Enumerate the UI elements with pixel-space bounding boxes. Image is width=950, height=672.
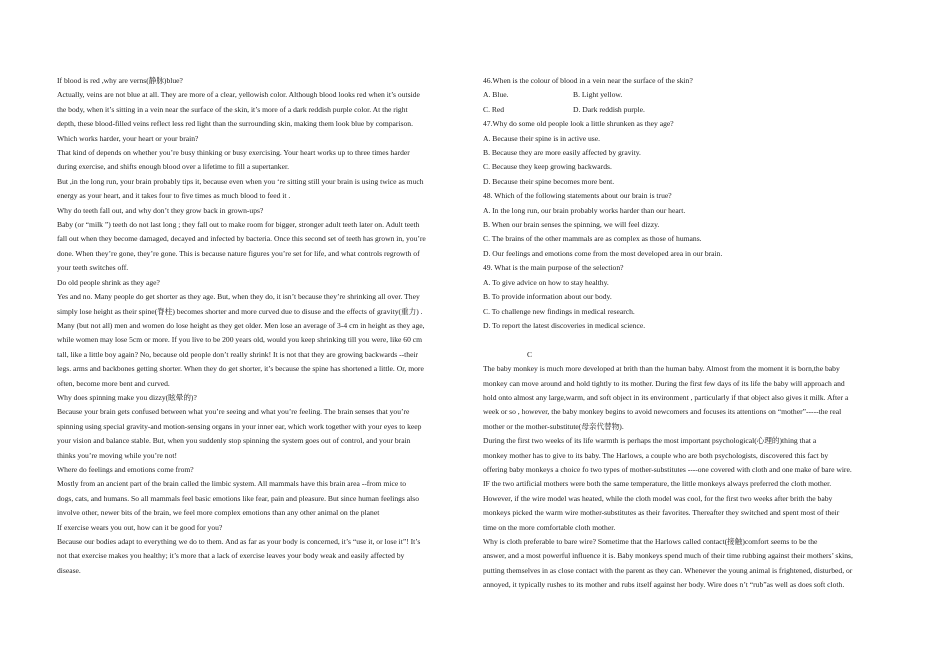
option-c: C. Red xyxy=(483,104,505,114)
text-line: disease. xyxy=(57,565,81,575)
text-line: annoyed, it typically rushes to its mother and rubs itself against her body. Wire does n’t “rub”as well as does soft cloth. xyxy=(483,580,845,590)
text-line: fall out when they become damaged, decayed and infected by bacteria. Once this second set of teeth has grown in, you’re xyxy=(57,234,426,244)
option-b: B. Light yellow. xyxy=(573,90,623,100)
passage-c xyxy=(483,362,892,593)
question-49: 49. What is the main purpose of the selection? xyxy=(483,263,624,273)
text-line: However, if the wire model was heated, while the cloth model was cool, for the first two weeks after brith the baby xyxy=(483,493,833,503)
option-b: B. To provide information about our body. xyxy=(483,292,612,302)
text-line: Mostly from an ancient part of the brain called the limbic system. All mammals have this brain area --from mice to xyxy=(57,479,406,489)
option-a: A. To give advice on how to stay healthy. xyxy=(483,277,609,287)
text-line: involve other, newer bits of the brain, we feel more complex emotions than any other animal on the planet xyxy=(57,508,380,518)
text-line: spinning using special gravity-and motion-sensing organs in your inner ear, which work together with your eyes to keep xyxy=(57,421,422,431)
option-d: D. Our feelings and emotions come from the most developed area in our brain. xyxy=(483,248,723,258)
question-heading: Where do feelings and emotions come from? xyxy=(57,464,194,474)
text-line: energy as your heart, and it takes four to five times as much blood to feed it . xyxy=(57,191,291,201)
question-47: 47.Why do some old people look a little shrunken as they age? xyxy=(483,119,674,129)
text-line: Actually, veins are not blue at all. They are more of a clear, yellowish color. Although blood looks red when it’s outside xyxy=(57,90,420,100)
text-line: Why is cloth preferable to bare wire? Sometime that the Harlows called contact(接触)comfort seems to be the xyxy=(483,536,818,546)
option-row xyxy=(483,103,892,117)
question-block xyxy=(483,74,892,333)
text-line: simply lose height as their spine(脊柱) becomes shorter and more curved due to disuse and the effects of gravity(重力) . xyxy=(57,306,423,316)
text-line: Baby (or “milk ”) teeth do not last long ; they fall out to make room for bigger, stronger adult teeth later on. Adult teeth xyxy=(57,220,420,230)
text-line: dogs, cats, and humans. So all mammals feel basic emotions like fear, pain and pleasure. But since human feelings also xyxy=(57,493,419,503)
option-a: A. Blue. xyxy=(483,90,509,100)
text-line: IF the two artificial mothers were both the same temperature, the little monkeys always preferred the cloth mother. xyxy=(483,479,832,489)
right-column xyxy=(483,74,892,593)
text-line: hold onto almost any large,warm, and soft object in its environment , particularly if that object also gives it milk. After a xyxy=(483,392,849,402)
text-line: offering baby monkeys a choice fo two types of mother-substitutes ----one covered with cloth and one make of bare wire. xyxy=(483,464,852,474)
question-heading: Which works harder, your heart or your brain? xyxy=(57,133,199,143)
text-line: That kind of depends on whether you’re busy thinking or busy exercising. Your heart works up to three times harder xyxy=(57,148,410,158)
text-line: But ,in the long run, your brain probably tips it, because even when you ‘re sitting still your brain is using twice as much xyxy=(57,176,424,186)
text-line: not that exercise makes you healthy; it’s more that a lack of exercise leaves your body weak and easily affected by xyxy=(57,551,405,561)
spacer xyxy=(483,333,892,347)
text-line: answer, and a most powerful influence it is. Baby monkeys spend much of their time rubbing against their mothers’ skins, xyxy=(483,551,853,561)
text-line: Because your brain gets confused between what you’re seeing and what you’re feeling. The brain senses that you’re xyxy=(57,407,410,417)
text-line: week or so , however, the baby monkey begins to avoid newcomers and focuses its attentions on “mother”-----the real xyxy=(483,407,842,417)
option-c: C. Because they keep growing backwards. xyxy=(483,162,612,172)
text-line: thinks you’re moving while you’re not! xyxy=(57,450,178,460)
question-46: 46.When is the colour of blood in a vein near the surface of the skin? xyxy=(483,76,693,85)
text-line: your teeth switches off. xyxy=(57,263,129,273)
text-line: legs. arms and backbones getting shorter. When they do get shorter, it’s because the spine has shortened a little. Or, more xyxy=(57,364,424,374)
text-line: monkey mother has to give to its baby. The Harlows, a couple who are both psychologists, discovered this fact by xyxy=(483,450,829,460)
text-line: Many (but not all) men and women do lose height as they get older. Men lose an average of 3-4 cm in height as they age, xyxy=(57,320,425,330)
text-line: During the first two weeks of its life warmth is perhaps the most important psychological(心理的)thing that a xyxy=(483,436,817,446)
question-heading: If blood is red ,why are verns(静脉)blue? xyxy=(57,76,183,85)
text-line: done. When they’re gone, they’re gone. This is because nature figures you’re set for life, and what controls regrowth of xyxy=(57,248,420,258)
text-line: your vision and balance stable. But, when you suddenly stop spinning the system goes out of control, and your brain xyxy=(57,436,411,446)
option-c: C. The brains of the other mammals are as complex as those of humans. xyxy=(483,234,702,244)
option-a: A. In the long run, our brain probably works harder than our heart. xyxy=(483,205,686,215)
text-line: the body, when it’s sitting in a vein near the surface of the skin, it’s more of a dark reddish purple color. At the right xyxy=(57,104,408,114)
text-line: Yes and no. Many people do get shorter as they age. But, when they do, it isn’t because they’re shrinking all over. They xyxy=(57,292,420,302)
text-line: during exercise, and shifts enough blood over a lifetime to fill a supertanker. xyxy=(57,162,289,172)
question-48: 48. Which of the following statements about our brain is true? xyxy=(483,191,672,201)
text-line: monkeys picked the warm wire mother-substitutes as their favorites. Thereafter they switched and spent most of their xyxy=(483,508,840,518)
option-a: A. Because their spine is in active use. xyxy=(483,133,601,143)
option-d: D. To report the latest discoveries in medical science. xyxy=(483,320,646,330)
question-heading: Why does spinning make you dizzy(眩晕的)? xyxy=(57,392,197,402)
text-line: monkey can move around and hold tightly to its mother. During the first few days of its life the baby will approach and xyxy=(483,378,845,388)
text-line: depth, these blood-filled veins reflect less red light than the surrounding skin, making them look blue by comparison. xyxy=(57,119,413,129)
text-line: often, become more bent and curved. xyxy=(57,378,170,388)
question-heading: Do old people shrink as they age? xyxy=(57,277,160,287)
text-line: time on the more comfortable cloth mother. xyxy=(483,522,616,532)
option-d: D. Dark reddish purple. xyxy=(573,104,645,114)
text-line: putting themselves in as close contact with the parent as they can. Whenever the young animal is frightened, disturbed, or xyxy=(483,565,853,575)
left-column xyxy=(57,74,463,578)
text-line: mother or the mother-substitute(母亲代替物). xyxy=(483,421,624,431)
option-c: C. To challenge new findings in medical research. xyxy=(483,306,635,316)
question-heading: Why do teeth fall out, and why don’t they grow back in grown-ups? xyxy=(57,205,264,215)
option-b: B. Because they are more easily affected by gravity. xyxy=(483,148,641,158)
question-heading: If exercise wears you out, how can it be good for you? xyxy=(57,522,223,532)
text-line: The baby monkey is much more developed at brith than the human baby. Almost from the moment it is born,the baby xyxy=(483,364,840,374)
text-line: Because our bodies adapt to everything we do to them. And as far as your body is concerned, it’s “use it, or lose it”! It’s xyxy=(57,537,421,546)
text-line: while women may lose 5cm or more. If you live to be 200 years old, would you keep shrinking till you were, like 60 cm xyxy=(57,335,423,345)
option-b: B. When our brain senses the spinning, we will feel dizzy. xyxy=(483,220,660,230)
section-c-title: C xyxy=(527,349,533,359)
text-line: tall, like a little boy again? No, because old people don’t really shrink! It is not that they are growing backwards --their xyxy=(57,349,419,359)
option-d: D. Because their spine becomes more bent. xyxy=(483,176,615,186)
option-row xyxy=(483,88,892,102)
